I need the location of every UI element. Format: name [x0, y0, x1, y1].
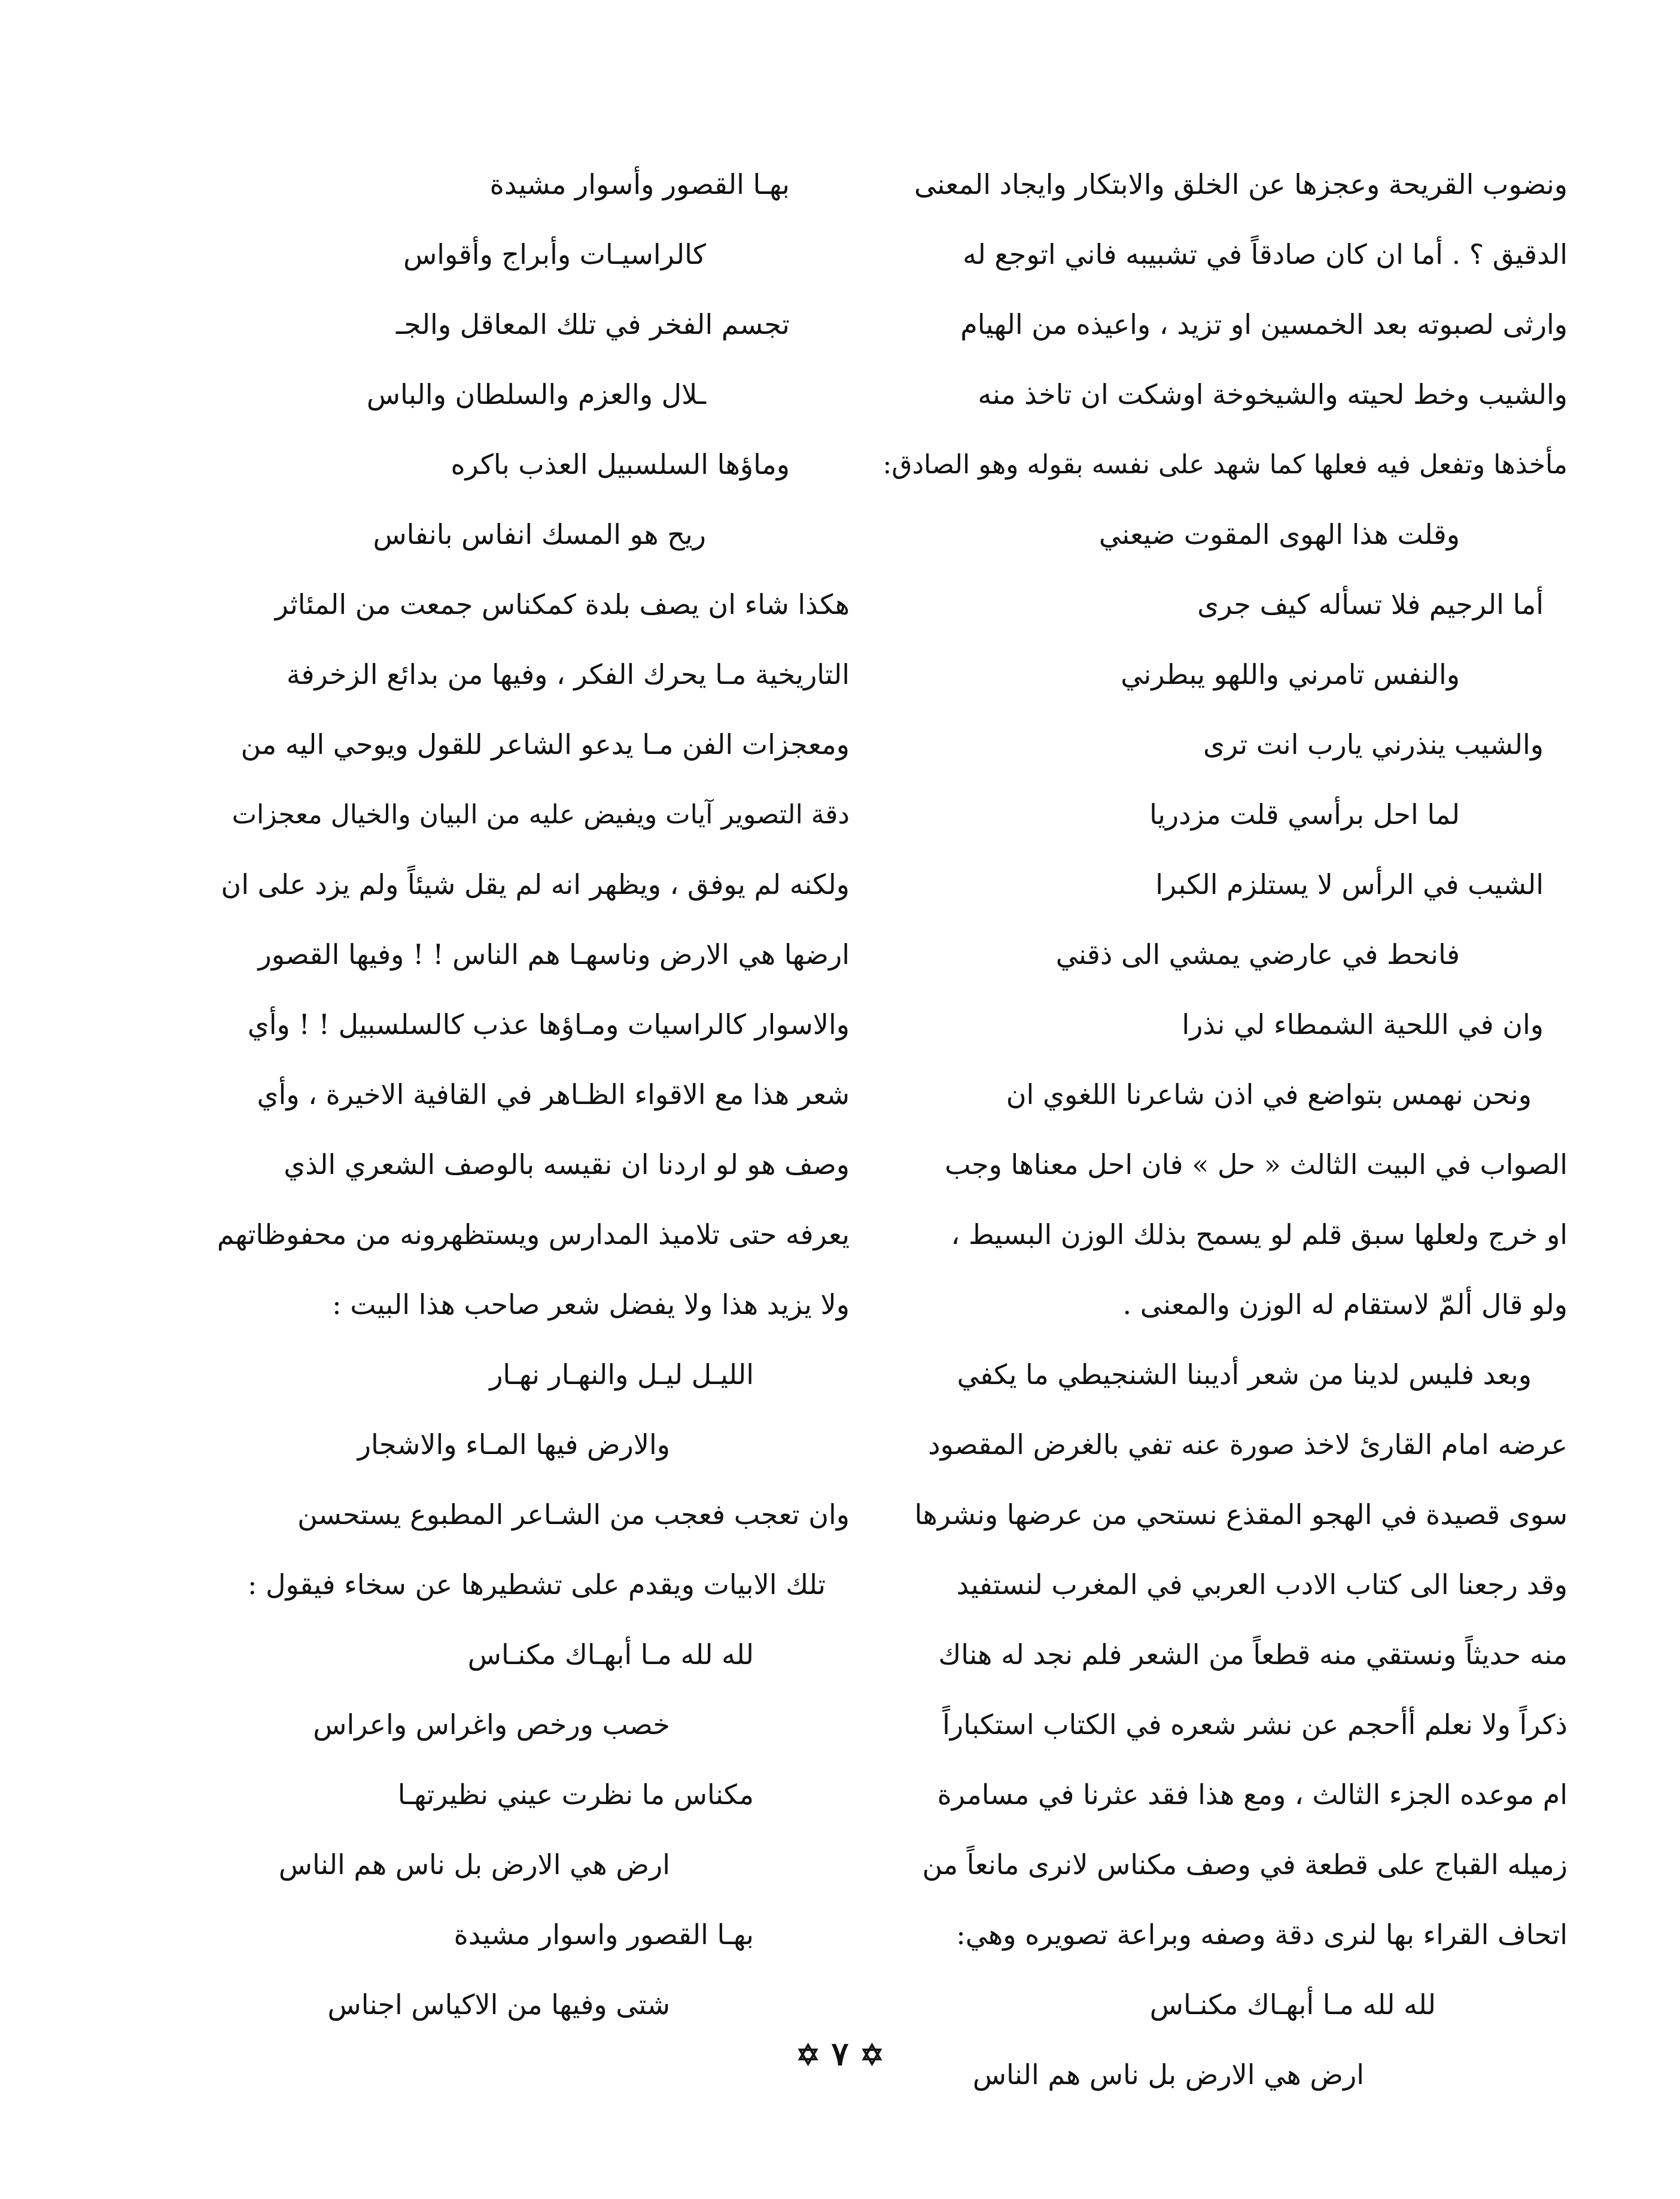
- text-line: يعرفه حتى تلاميذ المدارس ويستظهرونه من محفوظاتهم: [217, 1218, 850, 1251]
- verse-line: مكناس ما نظرت عيني نظيرتهـا: [397, 1778, 754, 1811]
- text-line: والاسوار كالراسيات ومـاؤها عذب كالسلسبيل ! ! وأي: [247, 1008, 850, 1041]
- text-line: ارضها هي الارض وناسهـا هم الناس ! ! وفيها القصور: [258, 938, 850, 971]
- text-line: وبعد فليس لدينا من شعر أديبنا الشنجيطي ما يكفي: [957, 1358, 1532, 1391]
- text-line: ولو قال ألمّ لاستقام له الوزن والمعنى .: [1122, 1288, 1568, 1321]
- text-line: تلك الابيات ويقدم على تشطيرها عن سخاء فيقول :: [248, 1568, 826, 1601]
- verse-line: بهـا القصور وأسوار مشيدة: [489, 168, 790, 200]
- text-line: ذكراً ولا نعلم أأحجم عن نشر شعره في الكتاب استكباراً: [942, 1708, 1568, 1741]
- text-line: ام موعده الجزء الثالث ، ومع هذا فقد عثرنا في مسامرة: [937, 1778, 1568, 1811]
- verse-line: ارض هي الارض بل ناس هم الناس: [972, 2058, 1364, 2091]
- page-number: ٧: [831, 2034, 849, 2073]
- text-line: ولا يزيد هذا ولا يفضل شعر صاحب هذا البيت :: [332, 1288, 850, 1321]
- text-line: وارثى لصبوته بعد الخمسين او تزيد ، واعيذه من الهيام: [960, 308, 1568, 340]
- verse-line: لله لله مـا أبهـاك مكنـاس: [1149, 1988, 1436, 2021]
- text-line: سوى قصيدة في الهجو المقذع نستحي من عرضها ونشرها: [914, 1498, 1568, 1531]
- verse-line: الليـل ليـل والنهـار نهـار: [489, 1358, 754, 1391]
- verse-line: شتى وفيها من الاكياس اجناس: [327, 1988, 670, 2021]
- verse-line: خصب ورخص واغراس واعراس: [313, 1708, 670, 1741]
- left-poem-1: [191, 150, 850, 570]
- left-poem-2: [191, 1340, 850, 1480]
- page-number-footer: [0, 2034, 1680, 2073]
- verse-line: كالراسيـات وأبراج وأقواس: [403, 238, 706, 270]
- text-line: التاريخية مـا يحرك الفكر ، وفيها من بدائع الزخرفة: [286, 658, 850, 691]
- text-line: هكذا شاء ان يصف بلدة كمكناس جمعت من المئاثر: [275, 588, 850, 621]
- verse-line: والارض فيها المـاء والاشجار: [357, 1428, 670, 1461]
- right-paragraph-2: [897, 1060, 1568, 1340]
- text-line: ومعجزات الفن مـا يدعو الشاعر للقول ويوحي اليه من: [241, 728, 850, 761]
- text-line: او خرج ولعلها سبق قلم لو يسمح بذلك الوزن البسيط ،: [951, 1218, 1568, 1251]
- text-line: وقد رجعنا الى كتاب الادب العربي في المغرب لنستفيد: [956, 1568, 1568, 1601]
- verse-line: الشيب في الرأس لا يستلزم الكبرا: [1155, 868, 1544, 901]
- verse-line: ـلال والعزم والسلطان والباس: [366, 378, 706, 410]
- left-column: [191, 150, 850, 2040]
- star-icon: ✡: [860, 2039, 884, 2072]
- left-paragraph-1: [191, 570, 850, 1340]
- text-line: ونحن نهمس بتواضع في اذن شاعرنا اللغوي ان: [1006, 1078, 1532, 1111]
- text-line: اتحاف القراء بها لنرى دقة وصفه وبراعة تصويره وهي:: [956, 1918, 1568, 1951]
- verse-line: والشيب ينذرني يارب انت ترى: [1203, 728, 1544, 761]
- verse-line: بهـا القصور واسوار مشيدة: [454, 1918, 754, 1951]
- verse-line: لله لله مـا أبهـاك مكنـاس: [467, 1638, 754, 1671]
- right-poem-1: [897, 500, 1568, 1060]
- text-line: الدقيق ؟ . أما ان كان صادقاً في تشبيبه فاني اتوجع له: [963, 238, 1568, 270]
- text-line: وان تعجب فعجب من الشـاعر المطبوع يستحسن: [297, 1498, 850, 1531]
- verse-line: وماؤها السلسبيل العذب باكره: [451, 448, 790, 480]
- verse-line: أما الرجيم فلا تسأله كيف جرى: [1197, 588, 1544, 621]
- text-line: عرضه امام القارئ لاخذ صورة عنه تفي بالغرض المقصود: [928, 1428, 1568, 1461]
- text-line: منه حديثاً ونستقي منه قطعاً من الشعر فلم نجد له هناك: [938, 1638, 1568, 1671]
- text-line: ونضوب القريحة وعجزها عن الخلق والابتكار وايجاد المعنى: [914, 168, 1568, 200]
- verse-line: والنفس تامرني واللهو يبطرني: [1121, 658, 1460, 691]
- text-line: الصواب في البيت الثالث « حل » فان احل معناها وجب: [945, 1148, 1568, 1181]
- left-poem-3: [191, 1620, 850, 2040]
- text-line: دقة التصوير آيات ويفيض عليه من البيان والخيال معجزات: [232, 799, 850, 830]
- verse-line: فانحط في عارضي يمشي الى ذقني: [1055, 938, 1460, 971]
- verse-line: ارض هي الارض بل ناس هم الناس: [278, 1848, 670, 1881]
- left-paragraph-2: [191, 1480, 850, 1620]
- verse-line: لما احل برأسي قلت مزدريا: [1149, 798, 1460, 831]
- verse-line: ريح هو المسك انفاس بانفاس: [373, 518, 706, 550]
- text-line: وصف هو لو اردنا ان نقيسه بالوصف الشعري الذي: [284, 1148, 850, 1181]
- verse-line: وان في اللحية الشمطاء لي نذرا: [1182, 1008, 1544, 1041]
- right-column: [882, 150, 1568, 2110]
- right-paragraph-1: [882, 150, 1568, 500]
- verse-line: وقلت هذا الهوى المقوت ضيعني: [1098, 518, 1460, 550]
- text-line: والشيب وخط لحيته والشيخوخة اوشكت ان تاخذ منه: [978, 378, 1568, 410]
- text-line: مأخذها وتفعل فيه فعلها كما شهد على نفسه بقوله وهو الصادق:: [882, 449, 1568, 480]
- text-line: ولكنه لم يوفق ، ويظهر انه لم يقل شيئاً ولم يزد على ان: [221, 868, 850, 901]
- verse-line: تجسم الفخر في تلك المعاقل والجـ: [395, 308, 790, 340]
- text-line: زميله القباج على قطعة في وصف مكناس لانرى مانعاً من: [922, 1848, 1568, 1881]
- text-line: شعر هذا مع الاقواء الظـاهر في القافية الاخيرة ، وأي: [257, 1078, 850, 1111]
- star-icon: ✡: [796, 2039, 820, 2072]
- right-paragraph-3: [897, 1340, 1568, 1970]
